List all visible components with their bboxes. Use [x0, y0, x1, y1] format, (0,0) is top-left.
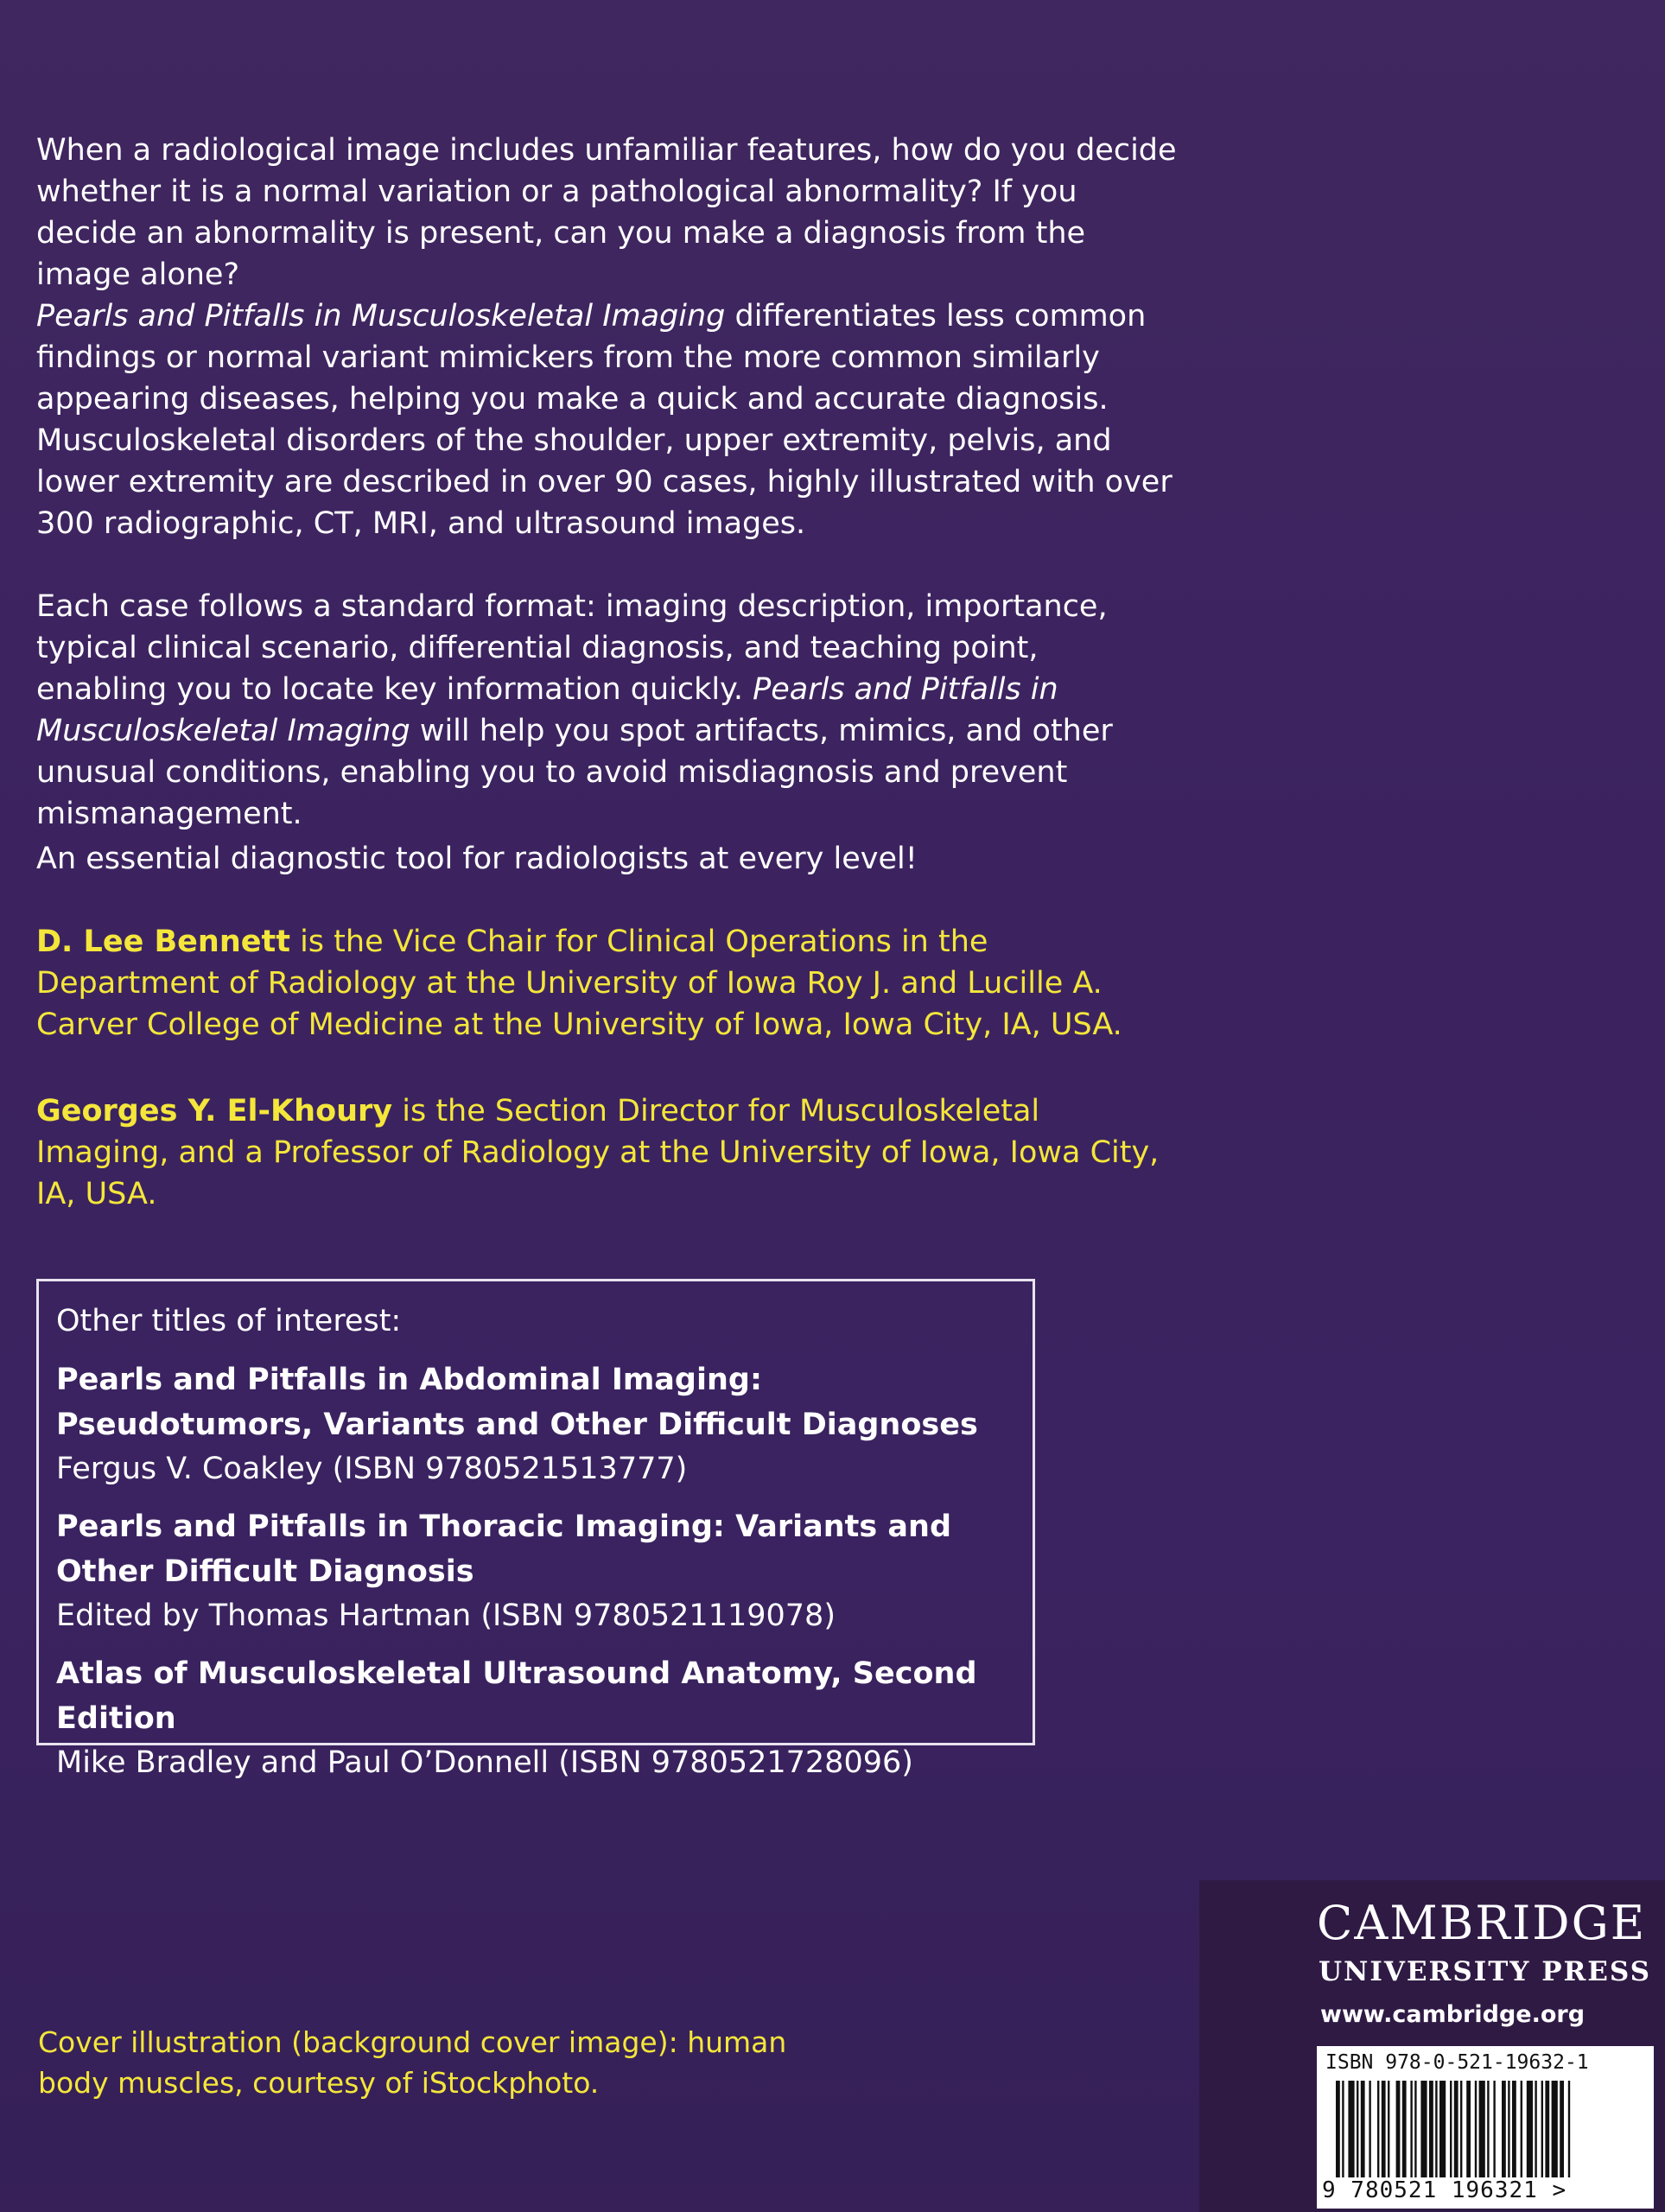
description-paragraph-3: [36, 586, 1177, 835]
description-text-3a: Each case follows a standard format: imaging description, importance, typical clinical scenario, differential diagnosis, and teaching point, enabling you to locate key information quickly.: [36, 589, 1108, 707]
other-titles-heading: Other titles of interest:: [56, 1304, 402, 1338]
description-text-2: differentiates less common findings or normal variant mimickers from the more common similarly appearing diseases, helping you make a quick and accurate diagnosis. Musculoskeletal disorders of the shoulder, upper extremity, pelvis, and lower extremity are described in over 90 cases, highly illustrated with over 300 radiographic, CT, MRI, and ultrasound images.: [36, 299, 1172, 541]
publisher-url: www.cambridge.org: [1320, 2001, 1586, 2028]
description-text-4: An essential diagnostic tool for radiologists at every level!: [36, 842, 918, 876]
author-bio-text: is the Section Director for Musculoskeletal Imaging, and a Professor of Radiology at the University of Iowa, Iowa City, IA, USA.: [36, 1094, 1160, 1211]
other-title-author: Fergus V. Coakley (ISBN 9780521513777): [56, 1452, 688, 1486]
author-name: Georges Y. El-Khoury: [36, 1094, 393, 1128]
barcode-bars-icon: [1336, 2081, 1638, 2177]
other-titles-box: [36, 1279, 1035, 1780]
other-title-name: Pearls and Pitfalls in Abdominal Imaging: Pseudotumors, Variants and Other Difficult Diagnoses: [56, 1363, 978, 1442]
author-bio-text: is the Vice Chair for Clinical Operations in the Department of Radiology at the University of Iowa Roy J. and Lucille A. Carver College of Medicine at the University of Iowa, Iowa City, IA, USA.: [36, 925, 1122, 1042]
author-bio-2: [36, 1090, 1177, 1215]
author-name: D. Lee Bennett: [36, 925, 290, 959]
barcode: [1317, 2046, 1654, 2209]
publisher-panel: [1199, 1880, 1665, 2212]
cover-credit: Cover illustration (background cover image): human body muscles, courtesy of iStockphoto.: [38, 2025, 787, 2100]
book-title-italic-2: Pearls and Pitfalls in Musculoskeletal Imaging: [36, 672, 1058, 748]
description-text-1: When a radiological image includes unfamiliar features, how do you decide whether it is a normal variation or a pathological abnormality? If you decide an abnormality is present, can you make a diagnosis from the image alone?: [36, 133, 1177, 292]
barcode-digits: 9 780521 196321 >: [1322, 2177, 1567, 2203]
description-text-3b: will help you spot artifacts, mimics, and other unusual conditions, enabling you to avoid misdiagnosis and prevent mismanagement.: [36, 714, 1113, 831]
description-paragraph-2: [36, 296, 1177, 544]
description-paragraph-4: [36, 838, 1177, 880]
publisher-press: UNIVERSITY PRESS: [1319, 1956, 1651, 1987]
other-title-name: Atlas of Musculoskeletal Ultrasound Anatomy, Second Edition: [56, 1656, 977, 1736]
isbn-label: ISBN 978-0-521-19632-1: [1325, 2051, 1589, 2074]
publisher-name: CAMBRIDGE: [1317, 1896, 1647, 1950]
other-title-author: Edited by Thomas Hartman (ISBN 9780521119078): [56, 1599, 836, 1633]
other-title-entry: [56, 1357, 1015, 1491]
other-title-author: Mike Bradley and Paul O’Donnell (ISBN 9780521728096): [56, 1745, 913, 1780]
author-bio-1: [36, 921, 1177, 1046]
other-title-entry: [56, 1504, 1015, 1637]
other-title-name: Pearls and Pitfalls in Thoracic Imaging: Variants and Other Difficult Diagnosis: [56, 1510, 952, 1589]
book-title-italic: Pearls and Pitfalls in Musculoskeletal Imaging: [36, 299, 726, 334]
description-paragraph-1: [36, 130, 1177, 296]
other-title-entry: [56, 1651, 1015, 1784]
